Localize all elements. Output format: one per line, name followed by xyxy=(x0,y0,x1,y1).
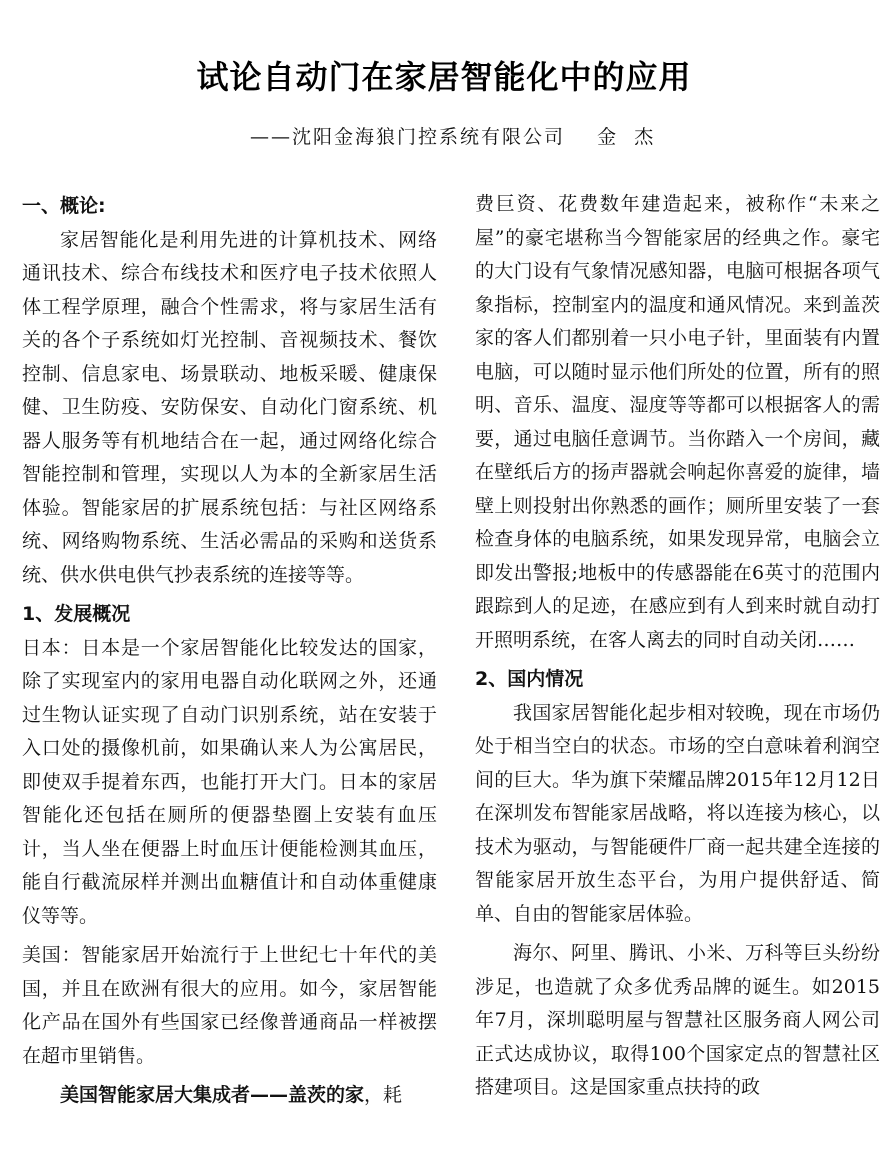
author-byline: ——沈阳金海狼门控系统有限公司 金 杰 xyxy=(250,126,656,148)
paragraph-japan: 日本：日本是一个家居智能化比较发达的国家，除了实现室内的家用电器自动化联网之外，还通过生物认证实现了自动门识别系统，站在安装于入口处的摄像机前，如果确认来人为公寓居民，即使双手提着东西，也能打开大门。日本的家居智能化还包括在厕所的便器垫圈上安装有血压计，当人坐在便器上时血压计便能检测其血压，能自行截流尿样并测出血糖值计和自动体重健康仪等等。 xyxy=(22,636,437,927)
page-title: 试论自动门在家居智能化中的应用 xyxy=(196,58,692,96)
section-heading-domestic: 2、国内情况 xyxy=(475,668,584,690)
paragraph-usa: 美国：智能家居开始流行于上世纪七十年代的美国，并且在欧洲有很大的应用。如今，家居智能化产品在国外有些国家已经像普通商品一样被摆在超市里销售。 xyxy=(22,944,437,1067)
gates-lead-rest: ，耗 xyxy=(364,1084,403,1106)
section-heading-development: 1、发展概况 xyxy=(22,603,131,625)
paragraph-gates-continued: 费巨资、花费数年建造起来，被称作“未来之屋”的豪宅堪称当今智能家居的经典之作。豪宅的大门设有气象情况感知器，电脑可根据各项气象指标，控制室内的温度和通风情况。来到盖茨家的客人们都别着一只小电子针，里面装有内置电脑，可以随时显示他们所处的位置，所有的照明、音乐、温度、湿度等等都可以根据客人的需要，通过电脑任意调节。当你踏入一个房间，藏在壁纸后方的扬声器就会响起你喜爱的旋律，墙壁上则投射出你熟悉的画作；厕所里安装了一套检查身体的电脑系统，如果发现异常，电脑会立即发出警报;地板中的传感器能在6英寸的范围内跟踪到人的足迹，在感应到有人到来时就自动打开照明系统，在客人离去的同时自动关闭…… xyxy=(475,193,880,651)
paragraph-brands: 海尔、阿里、腾讯、小米、万科等巨头纷纷涉足，也造就了众多优秀品牌的诞生。如2015年7月，深圳聪明屋与智慧社区服务商人网公司正式达成协议，取得100个国家定点的智慧社区搭建项目。这是国家重点扶持的政 xyxy=(475,942,880,1098)
paragraph-overview: 家居智能化是利用先进的计算机技术、网络通讯技术、综合布线技术和医疗电子技术依照人体工程学原理，融合个性需求，将与家居生活有关的各个子系统如灯光控制、音视频技术、餐饮控制、信息家电、场景联动、地板采暖、健康保健、卫生防疫、安防保安、自动化门窗系统、机器人服务等有机地结合在一起，通过网络化综合智能控制和管理，实现以人为本的全新家居生活体验。智能家居的扩展系统包括：与社区网络系统、网络购物系统、生活必需品的采购和送货系统、供水供电供气抄表系统的连接等等。 xyxy=(22,228,437,586)
gates-bold-lead: 美国智能家居大集成者——盖茨的家 xyxy=(60,1084,365,1106)
paragraph-domestic: 我国家居智能化起步相对较晚，现在市场仍处于相当空白的状态。市场的空白意味着利润空间的巨大。华为旗下荣耀品牌2015年12月12日在深圳发布智能家居战略，将以连接为核心，以技术为驱动，与智能硬件厂商一起共建全连接的智能家居开放生态平台，为用户提供舒适、简单、自由的智能家居体验。 xyxy=(475,701,880,925)
paragraph-gates-intro xyxy=(22,1079,437,1113)
section-heading-overview: 一、概论: xyxy=(22,195,106,217)
right-column xyxy=(475,188,880,1105)
left-column xyxy=(22,190,437,1113)
